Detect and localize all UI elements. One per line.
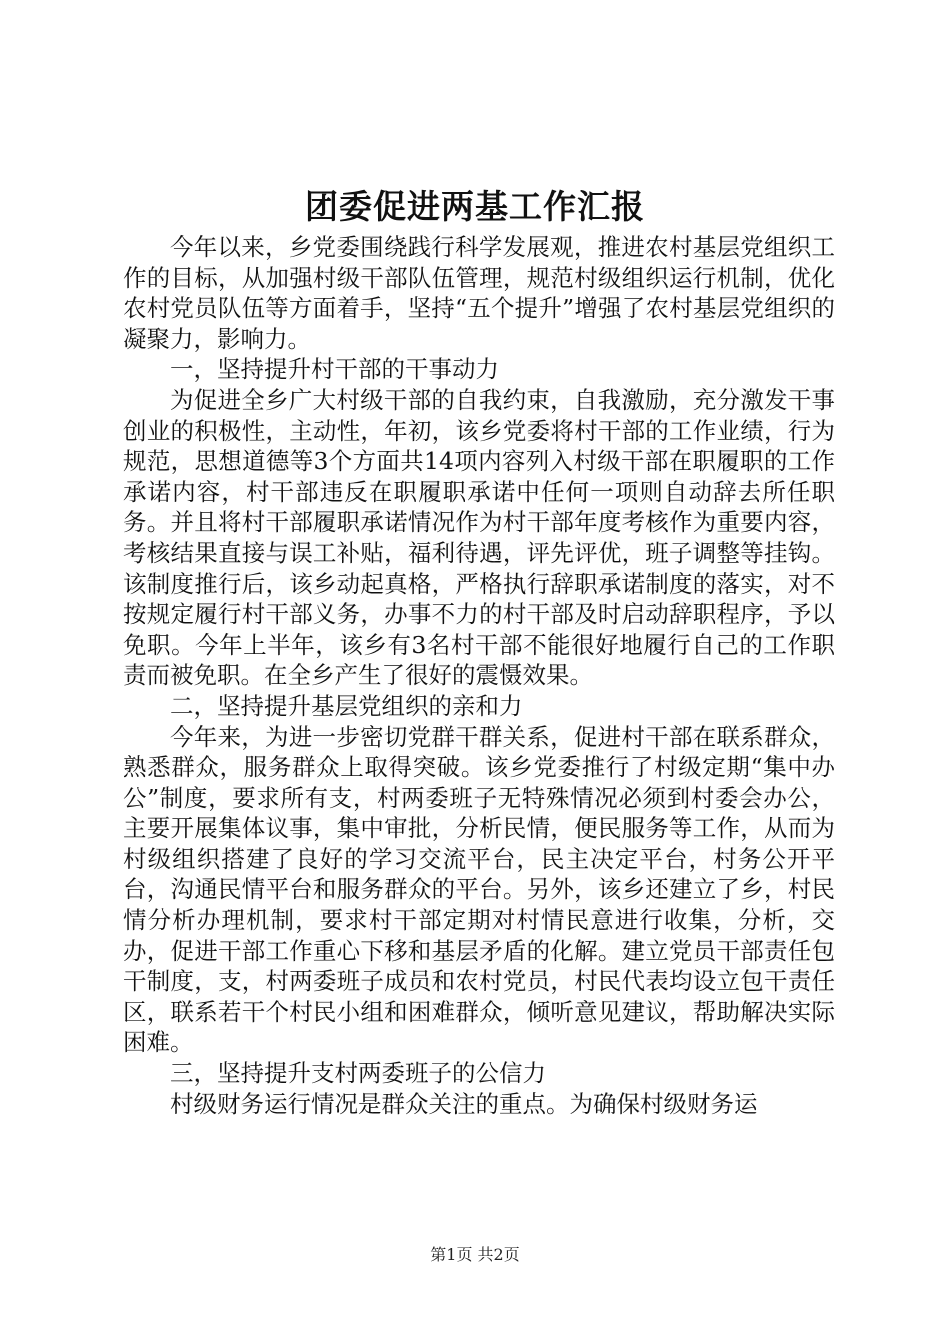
section-heading-3: 三，坚持提升支村两委班子的公信力 xyxy=(170,1059,546,1088)
document-title: 团委促进两基工作汇报 xyxy=(305,187,645,226)
paragraph-section-3: 村级财务运行情况是群众关注的重点。为确保村级财务运 xyxy=(170,1089,758,1118)
section-heading-1: 一，坚持提升村干部的干事动力 xyxy=(170,355,499,384)
paragraph-intro: 今年以来，乡党委围绕践行科学发展观，推进农村基层党组织工作的目标，从加强村级干部队伍管理，规范村级组织运行机制，优化农村党员队伍等方面着手，坚持“五个提升”增强了农村基层党组织的凝聚力，影响力。 xyxy=(123,233,835,353)
section-heading-2: 二，坚持提升基层党组织的亲和力 xyxy=(170,691,523,720)
paragraph-section-1: 为促进全乡广大村级干部的自我约束，自我激励，充分激发干事创业的积极性，主动性，年初，该乡党委将村干部的工作业绩，行为规范，思想道德等3个方面共14项内容列入村级干部在职履职的工作承诺内容，村干部违反在职履职承诺中任何一项则自动辞去所任职务。并且将村干部履职承诺情况作为村干部年度考核作为重要内容，考核结果直接与误工补贴，福利待遇，评先评优，班子调整等挂钩。该制度推行后，该乡动起真格，严格执行辞职承诺制度的落实，对不按规定履行村干部义务，办事不力的村干部及时启动辞职程序，予以免职。今年上半年，该乡有3名村干部不能很好地履行自己的工作职责而被免职。在全乡产生了很好的震慑效果。 xyxy=(123,385,835,690)
page-number-footer: 第1页 共2页 xyxy=(430,1245,520,1264)
document-body xyxy=(123,232,835,1119)
paragraph-section-2: 今年来，为进一步密切党群干群关系，促进村干部在联系群众，熟悉群众，服务群众上取得突破。该乡党委推行了村级定期“集中办公”制度，要求所有支，村两委班子无特殊情况必须到村委会办公，主要开展集体议事，集中审批，分析民情，便民服务等工作，从而为村级组织搭建了良好的学习交流平台，民主决定平台，村务公开平台，沟通民情平台和服务群众的平台。另外，该乡还建立了乡，村民情分析办理机制，要求村干部定期对村情民意进行收集，分析，交办，促进干部工作重心下移和基层矛盾的化解。建立党员干部责任包干制度，支，村两委班子成员和农村党员，村民代表均设立包干责任区，联系若干个村民小组和困难群众，倾听意见建议，帮助解决实际困难。 xyxy=(123,722,835,1057)
